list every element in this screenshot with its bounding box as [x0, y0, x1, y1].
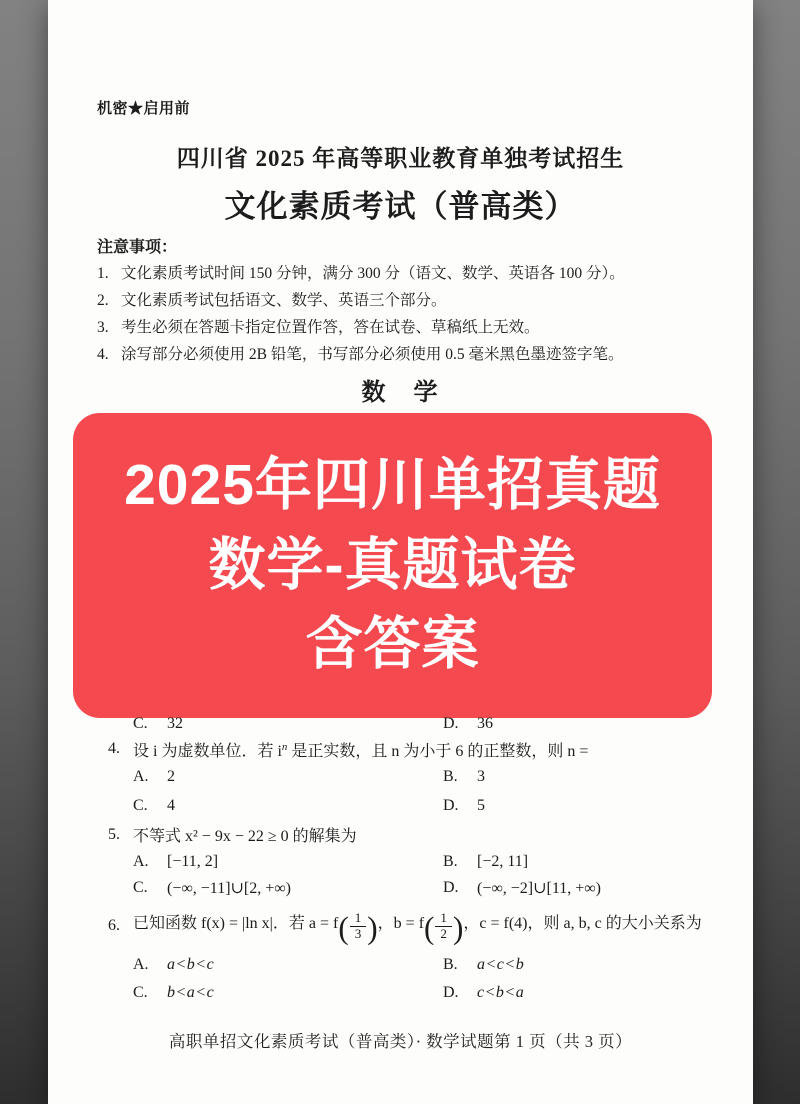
option-B	[443, 848, 753, 875]
promo-overlay-banner	[73, 413, 712, 718]
banner-line-3: 含答案	[305, 612, 480, 677]
notice-section	[97, 236, 707, 368]
option-label: B.	[443, 956, 458, 973]
option-text: 2	[167, 767, 175, 785]
question-number: 4.	[108, 740, 120, 757]
big-paren-close: )	[367, 910, 378, 946]
question4-stem	[48, 736, 753, 762]
question3-options-row	[48, 712, 753, 736]
option-label: A.	[133, 852, 149, 870]
notice-item-number: 3.	[97, 319, 109, 336]
notice-item-text: 文化素质考试时间 150 分钟，满分 300 分（语文、数学、英语各 100 分）。	[121, 265, 625, 282]
option-text: (−∞, −2]∪[11, +∞)	[477, 880, 602, 897]
option-text: a<c<b	[477, 956, 525, 973]
banner-line-1: 2025年四川单招真题	[124, 453, 661, 518]
notice-item	[97, 341, 707, 368]
question4-options-row	[48, 762, 753, 791]
notice-item	[97, 314, 707, 341]
notice-item-text: 考生必须在答题卡指定位置作答，答在试卷、草稿纸上无效。	[121, 319, 540, 336]
question-text: 设 i 为虚数单位．若 $i^n$ 是正实数，且 n 为小于 6 的正整数，则 n =	[133, 740, 589, 760]
question4-options-row	[48, 791, 753, 821]
option-label: A.	[133, 956, 149, 973]
notice-item-number: 2.	[97, 292, 109, 309]
option-label: B.	[443, 852, 458, 870]
question5-options-row	[48, 875, 753, 901]
option-text: 5	[477, 797, 485, 814]
question-number: 5.	[108, 825, 120, 843]
exam-paper-page	[48, 0, 753, 1104]
question6-stem	[48, 901, 753, 951]
option-label: B.	[443, 767, 458, 785]
option-text: [−11, 2]	[167, 852, 219, 870]
option-C	[133, 979, 443, 1006]
question6-options-row	[48, 979, 753, 1006]
option-label: C.	[133, 879, 148, 896]
option-B	[443, 951, 753, 979]
option-text: (−∞, −11]∪[2, +∞)	[167, 880, 292, 897]
notice-heading: 注意事项：	[97, 239, 178, 256]
option-text: 32	[167, 715, 183, 732]
notice-item-number: 1.	[97, 265, 109, 282]
option-A	[133, 951, 443, 979]
classification-label: 机密★启用前	[97, 101, 191, 117]
exam-subtitle: 文化素质考试（普高类）	[224, 189, 577, 224]
option-D	[443, 979, 753, 1006]
notice-item	[97, 260, 707, 287]
big-paren-close: )	[452, 910, 464, 946]
superscript-n: n	[281, 740, 288, 753]
option-label: C.	[133, 797, 148, 814]
option-label: C.	[133, 983, 148, 1001]
option-text: b<a<c	[167, 983, 215, 1001]
question-number: 6.	[108, 917, 120, 934]
question-text: 不等式 x² − 9x − 22 ≥ 0 的解集为	[133, 828, 357, 845]
option-C	[133, 712, 443, 736]
notice-item-text: 文化素质考试包括语文、数学、英语三个部分。	[121, 292, 447, 309]
notice-item	[97, 287, 707, 314]
option-D	[443, 791, 753, 821]
big-paren-open: (	[424, 910, 435, 946]
fraction-one-third: $\frac{1}{3}$	[350, 911, 367, 941]
option-C	[133, 791, 443, 821]
exam-title: 四川省 2025 年高等职业教育单独考试招生	[176, 146, 625, 171]
questions-section	[48, 712, 753, 1006]
option-text: c<b<a	[477, 983, 525, 1001]
notice-item-text: 涂写部分必须使用 2B 铅笔，书写部分必须使用 0.5 毫米黑色墨迹签字笔。	[121, 346, 624, 363]
option-A	[133, 848, 443, 875]
option-D	[443, 712, 753, 736]
option-A	[133, 762, 443, 791]
option-text: 4	[167, 797, 175, 814]
fraction-one-half: $\frac{1}{2}$	[435, 911, 452, 941]
question-text: 已知函数 f(x) = |ln x|．若 a = f( $\frac{1}{3}$ )，b = f( $\frac{1}{2}$ )，c = f(4)，则 a, b, c 的大小关系为	[133, 909, 702, 946]
option-text: [−2, 11]	[477, 852, 529, 870]
notice-item-number: 4.	[97, 346, 109, 363]
banner-line-2: 数学-真题试卷	[208, 532, 577, 597]
section-title-math: 数 学	[361, 380, 440, 406]
option-label: D.	[443, 983, 459, 1001]
option-label: D.	[443, 879, 459, 896]
option-C	[133, 875, 443, 901]
option-text: 3	[477, 767, 485, 785]
option-label: C.	[133, 715, 148, 732]
page-footer: 高职单招文化素质考试（普高类）· 数学试题第 1 页（共 3 页）	[168, 1032, 633, 1051]
option-label: D.	[443, 715, 459, 732]
question6-options-row	[48, 951, 753, 979]
question5-stem	[48, 821, 753, 848]
big-paren-open: (	[338, 910, 349, 946]
option-B	[443, 762, 753, 791]
option-label: D.	[443, 797, 459, 814]
option-text: 36	[477, 715, 493, 732]
option-D	[443, 875, 753, 901]
question5-options-row	[48, 848, 753, 875]
option-text: a<b<c	[167, 956, 215, 973]
option-label: A.	[133, 767, 149, 785]
